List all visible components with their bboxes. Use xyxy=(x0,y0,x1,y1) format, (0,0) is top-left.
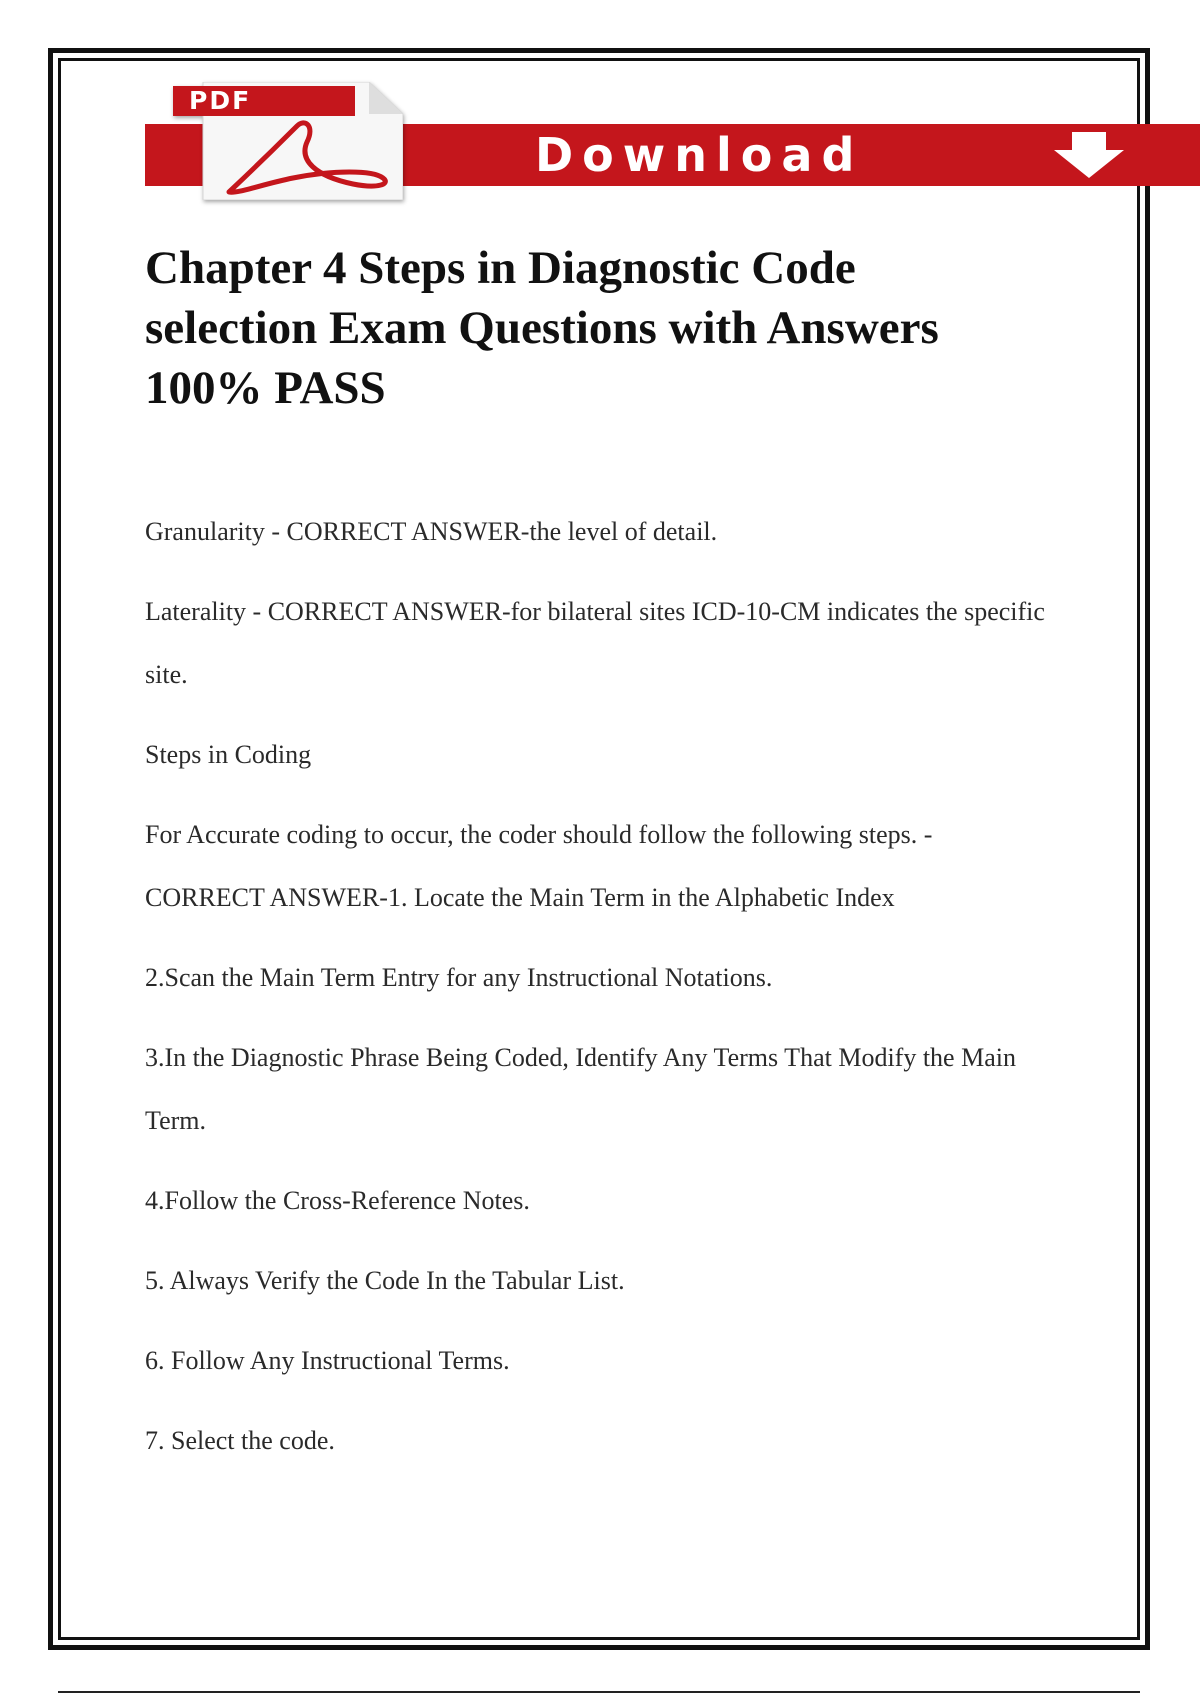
download-label[interactable]: Download xyxy=(535,128,864,182)
section-heading-steps: Steps in Coding xyxy=(145,740,312,769)
title-line: Chapter 4 Steps in Diagnostic Code xyxy=(145,242,856,294)
download-arrow-icon[interactable] xyxy=(1050,132,1128,178)
acrobat-logo-icon xyxy=(223,120,393,198)
document-title xyxy=(145,238,1095,418)
title-line: 100% PASS xyxy=(145,362,386,414)
qa-entry-laterality: Laterality - CORRECT ANSWER-for bilateral sites ICD-10-CM indicates the specific site. xyxy=(145,597,1045,689)
list-item-step-7: 7. Select the code. xyxy=(145,1426,335,1455)
list-item-step-2: 2.Scan the Main Term Entry for any Instructional Notations. xyxy=(145,963,773,992)
list-item-step-4: 4.Follow the Cross-Reference Notes. xyxy=(145,1186,530,1215)
document-body xyxy=(145,500,1045,1472)
qa-entry-granularity: Granularity - CORRECT ANSWER-the level of detail. xyxy=(145,517,718,546)
list-item-step-5: 5. Always Verify the Code In the Tabular List. xyxy=(145,1266,625,1295)
pdf-download-banner[interactable] xyxy=(145,80,1200,202)
pdf-label: PDF xyxy=(173,86,355,116)
list-item-step-3: 3.In the Diagnostic Phrase Being Coded, Identify Any Terms That Modify the Main Term. xyxy=(145,1043,1016,1135)
title-line: selection Exam Questions with Answers xyxy=(145,302,939,354)
qa-entry-accurate-coding: For Accurate coding to occur, the coder should follow the following steps. - CORRECT ANSWER-1. Locate the Main Term in the Alphabetic Index xyxy=(145,820,933,912)
bottom-divider xyxy=(58,1691,1140,1693)
list-item-step-6: 6. Follow Any Instructional Terms. xyxy=(145,1346,510,1375)
pdf-file-icon xyxy=(173,82,403,200)
